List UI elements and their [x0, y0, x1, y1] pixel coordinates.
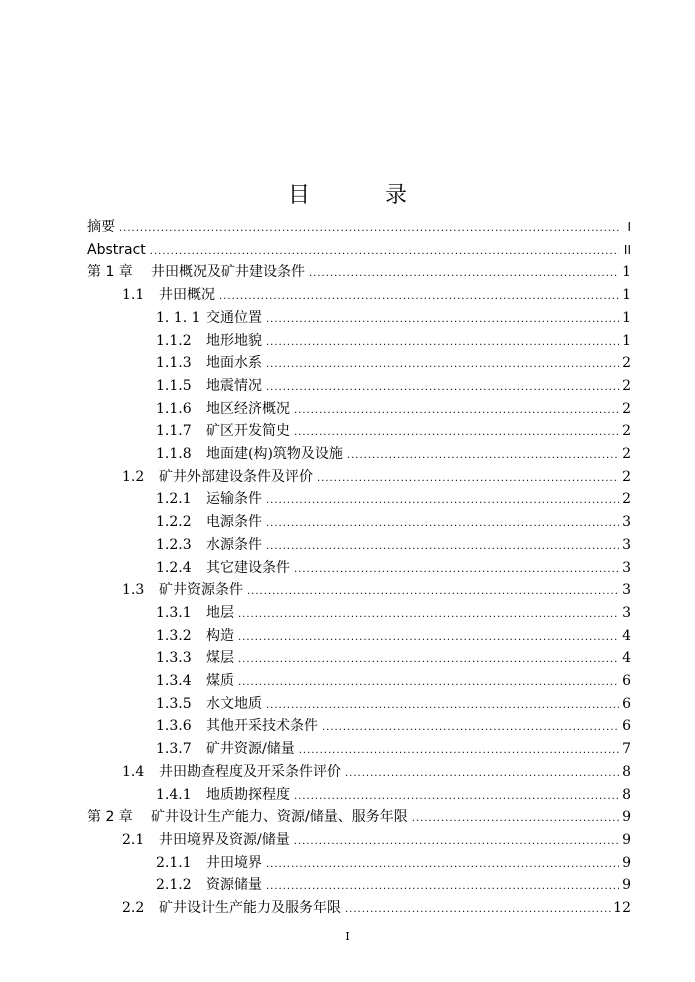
toc-dot-leader [266, 853, 619, 876]
toc-entry-page: 3 [622, 536, 631, 553]
toc-dot-leader [299, 739, 619, 762]
toc-dot-leader [266, 331, 619, 354]
toc-entry[interactable] [122, 897, 631, 920]
toc-entry-page: 2 [622, 491, 631, 508]
toc-entry-page: 9 [622, 831, 631, 848]
toc-entry-page: 12 [613, 900, 631, 916]
toc-entry-page: 1 [622, 264, 631, 281]
toc-entry-number: 1.2.3 [156, 536, 192, 553]
toc-entry-page: I [627, 220, 631, 234]
toc-entry-number: 1.3.2 [156, 627, 192, 644]
toc-entry-title: 矿井设计生产能力、资源/储量、服务年限 [151, 809, 408, 826]
toc-dot-leader [412, 807, 619, 830]
toc-entry-number: 1.1.3 [156, 355, 192, 372]
toc-entry-page: 9 [622, 877, 631, 894]
toc-dot-leader [238, 671, 619, 694]
toc-entry[interactable] [156, 420, 631, 443]
toc-entry-title: 交通位置 [206, 309, 262, 326]
toc-dot-leader [322, 716, 619, 739]
toc-entry-title: 水文地质 [206, 695, 262, 712]
toc-entry-page: 2 [622, 355, 631, 372]
toc-entry-number: 1.2.4 [156, 559, 192, 576]
toc-entry-title: 矿区开发简史 [206, 423, 290, 440]
toc-entry-number: 1.1.6 [156, 400, 192, 417]
toc-dot-leader [345, 898, 611, 921]
toc-entry-page: 2 [622, 400, 631, 417]
toc-entry-number: 1.4.1 [156, 786, 192, 803]
toc-entry-number: 1.3.4 [156, 673, 192, 689]
toc-entry-title: 井田勘查程度及开采条件评价 [159, 763, 341, 780]
toc-entry-title: 资源储量 [206, 877, 262, 894]
toc-dot-leader [345, 762, 619, 785]
page-title: 目 录 [288, 183, 441, 208]
toc-entry-number: 1.4 [122, 763, 145, 780]
toc-entry-page: 3 [622, 559, 631, 576]
toc-dot-leader [238, 603, 619, 626]
toc-dot-leader [266, 353, 619, 376]
toc-entry-number: 1.3.6 [156, 718, 192, 735]
toc-entry-page: 6 [622, 718, 631, 735]
toc-entry-page: 4 [622, 650, 631, 667]
toc-entry-page: 6 [622, 673, 631, 689]
toc-entry-title: 构造 [206, 627, 234, 644]
toc-entry-title: 煤层 [206, 650, 234, 667]
toc-entry-title: 矿井设计生产能力及服务年限 [159, 900, 341, 916]
toc-entry-number: 1.2 [122, 468, 145, 485]
toc-entry[interactable] [156, 693, 631, 716]
toc-entry[interactable] [156, 738, 631, 761]
toc-entry-title: 矿井外部建设条件及评价 [159, 468, 313, 485]
toc-entry[interactable] [156, 625, 631, 648]
toc-entry-title: Abstract [87, 241, 146, 258]
toc-dot-leader [150, 240, 619, 263]
toc-entry[interactable] [156, 852, 631, 875]
toc-entry[interactable] [156, 602, 631, 625]
toc-entry[interactable] [122, 284, 631, 307]
toc-dot-leader [266, 694, 619, 717]
toc-entry-number: 1.3 [122, 582, 145, 599]
toc-entry-number: 1.1.2 [156, 332, 192, 349]
footer-page-number: I [345, 930, 350, 943]
toc-entry-number: 1.2.1 [156, 491, 192, 508]
toc-dot-leader [266, 308, 619, 331]
toc-entry-title: 矿井资源/储量 [206, 741, 295, 758]
toc-entry-page: 3 [622, 514, 631, 531]
toc-entry-title: 水源条件 [206, 536, 262, 553]
toc-dot-leader [294, 785, 619, 808]
toc-dot-leader [266, 875, 619, 898]
toc-entry-number: 1.1.8 [156, 446, 192, 462]
toc-entry[interactable] [156, 352, 631, 375]
toc-entry[interactable] [156, 557, 631, 580]
toc-entry-page: 2 [622, 423, 631, 440]
toc-entry-title: 矿井资源条件 [159, 582, 243, 599]
toc-entry-number: 1.1 [122, 287, 145, 304]
toc-entry-page: 2 [622, 468, 631, 485]
toc-dot-leader [266, 512, 619, 535]
toc-entry[interactable] [156, 398, 631, 421]
toc-entry-number: 1. 1. 1 [156, 309, 201, 326]
toc-entry-title: 地区经济概况 [206, 400, 290, 417]
toc-entry-number: 第 2 章 [87, 809, 133, 826]
toc-entry-page: 3 [622, 604, 631, 621]
toc-entry-number: 1.3.3 [156, 650, 192, 667]
toc-entry-page: 8 [622, 763, 631, 780]
toc-entry-page: 2 [622, 446, 631, 462]
toc-entry-number: 1.1.5 [156, 377, 192, 394]
toc-entry-page: 9 [622, 809, 631, 826]
toc-entry-title: 井田概况 [159, 287, 215, 304]
toc-entry[interactable] [156, 307, 631, 330]
toc-entry-page: 4 [622, 627, 631, 644]
toc-dot-leader [247, 580, 619, 603]
toc-entry-title: 井田境界 [206, 854, 262, 871]
toc-dot-leader [266, 489, 619, 512]
toc-entry-title: 煤质 [206, 673, 234, 689]
toc-dot-leader [238, 648, 619, 671]
toc-dot-leader [119, 217, 619, 240]
toc-entry-title: 地形地貌 [206, 332, 262, 349]
toc-entry[interactable] [156, 375, 631, 398]
toc-entry[interactable] [156, 715, 631, 738]
toc-entry[interactable] [87, 216, 631, 239]
toc-entry-title: 电源条件 [206, 514, 262, 531]
toc-entry-number: 2.1.1 [156, 854, 192, 871]
toc-entry[interactable] [156, 330, 631, 353]
toc-entry-title: 地质勘探程度 [206, 786, 290, 803]
toc-entry[interactable] [87, 261, 631, 284]
toc-entry-title: 运输条件 [206, 491, 262, 508]
toc-entry-number: 1.3.1 [156, 604, 192, 621]
toc-entry[interactable] [122, 579, 631, 602]
toc-entry-title: 地层 [206, 604, 234, 621]
toc-entry-title: 其他开采技术条件 [206, 718, 318, 735]
toc-entry-page: 9 [622, 854, 631, 871]
toc-entry-title: 地面水系 [206, 355, 262, 372]
toc-entry[interactable] [156, 534, 631, 557]
toc-entry-number: 1.3.5 [156, 695, 192, 712]
toc-entry-page: II [623, 242, 631, 257]
toc-entry-page: 2 [622, 377, 631, 394]
toc-entry-page: 7 [622, 741, 631, 758]
toc-entry-title: 摘要 [87, 219, 115, 235]
toc-entry-title: 地震情况 [206, 377, 262, 394]
toc-entry-title: 井田境界及资源/储量 [159, 831, 290, 848]
toc-dot-leader [266, 535, 619, 558]
toc-dot-leader [294, 399, 619, 422]
toc-entry[interactable] [156, 443, 631, 466]
toc-entry-number: 1.1.7 [156, 423, 192, 440]
toc-dot-leader [294, 421, 619, 444]
toc-entry-page: 8 [622, 786, 631, 803]
toc-dot-leader [238, 626, 619, 649]
toc-entry[interactable] [122, 829, 631, 852]
toc-entry-title: 井田概况及矿井建设条件 [151, 264, 305, 281]
toc-entry-number: 1.2.2 [156, 514, 192, 531]
toc-entry-page: 1 [622, 332, 631, 349]
toc-entry-title: 其它建设条件 [206, 559, 290, 576]
toc-entry-number: 第 1 章 [87, 264, 133, 281]
toc-entry-page: 6 [622, 695, 631, 712]
toc-entry[interactable] [156, 874, 631, 897]
toc-entry[interactable] [87, 806, 631, 829]
toc-entry[interactable] [87, 239, 631, 262]
toc-dot-leader [309, 262, 619, 285]
toc-dot-leader [266, 376, 619, 399]
toc-entry[interactable] [156, 488, 631, 511]
toc-dot-leader [294, 558, 619, 581]
toc-dot-leader [317, 467, 619, 490]
toc-entry[interactable] [156, 784, 631, 807]
toc-entry[interactable] [156, 670, 631, 693]
toc-entry[interactable] [156, 511, 631, 534]
toc-entry-number: 1.3.7 [156, 741, 192, 758]
toc-entry[interactable] [122, 466, 631, 489]
toc-entry-number: 2.1 [122, 831, 145, 848]
toc-entry-page: 1 [622, 287, 631, 304]
toc-entry[interactable] [122, 761, 631, 784]
toc-entry-title: 地面建(构)筑物及设施 [206, 446, 343, 462]
toc-dot-leader [294, 830, 619, 853]
toc-entry-number: 2.1.2 [156, 877, 192, 894]
toc-dot-leader [219, 285, 619, 308]
toc-entry-page: 1 [622, 309, 631, 326]
toc-entry-page: 3 [622, 582, 631, 599]
toc-entry-number: 2.2 [122, 900, 145, 916]
toc-dot-leader [347, 444, 619, 467]
toc-entry[interactable] [156, 647, 631, 670]
